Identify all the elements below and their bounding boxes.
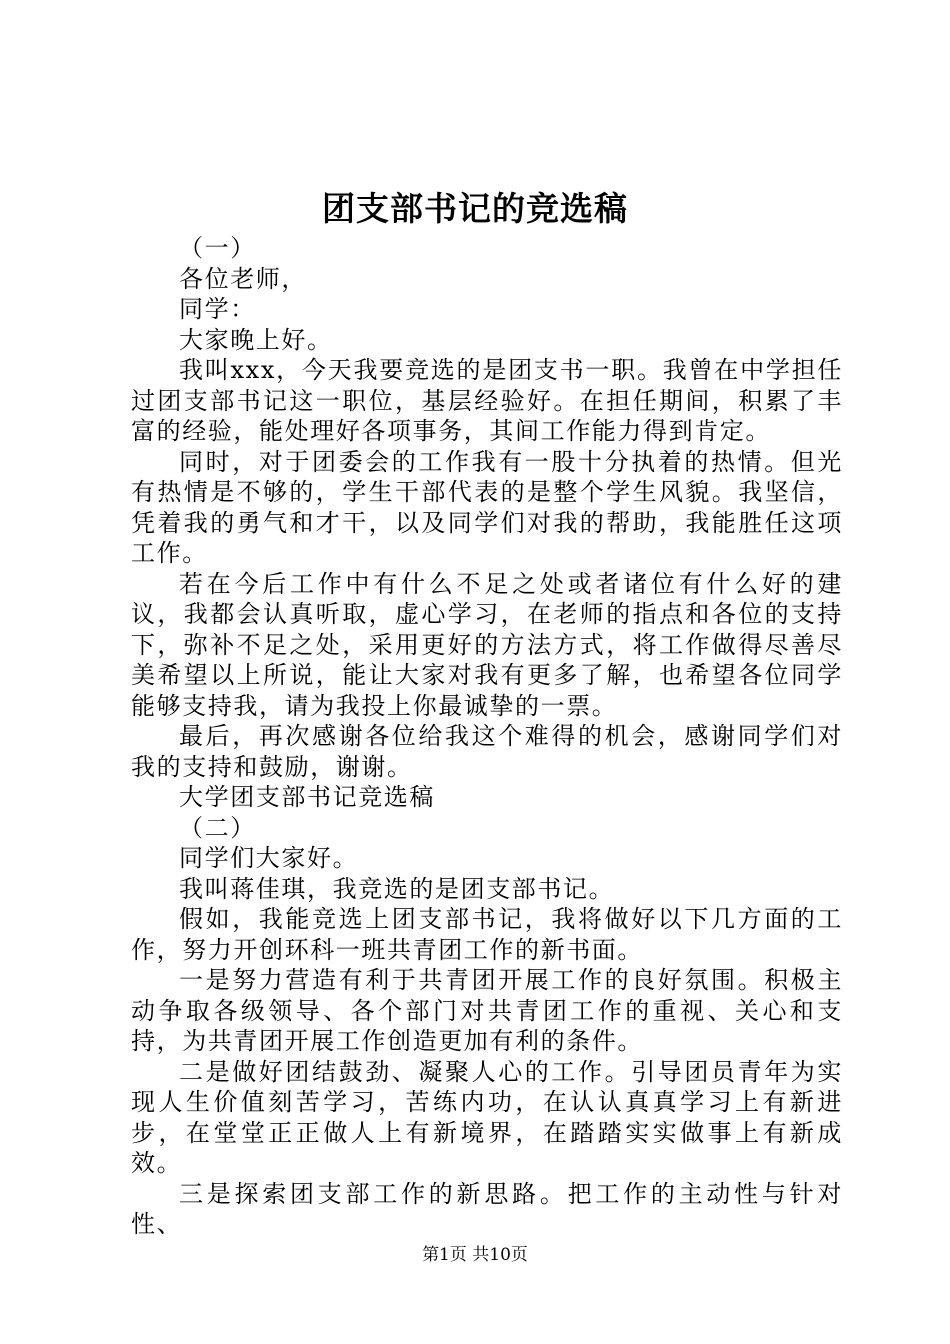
paragraph: 假如，我能竞选上团支部书记，我将做好以下几方面的工作，努力开创环科一班共青团工作的新书面。: [131, 905, 843, 964]
paragraph: 同学：: [179, 295, 256, 323]
document-body: [131, 233, 843, 1240]
paragraph: 若在今后工作中有什么不足之处或者诸位有什么好的建议，我都会认真听取，虚心学习，在老师的指点和各位的支持下，弥补不足之处，采用更好的方法方式，将工作做得尽善尽美希望以上所说，能让大家对我有更多了解，也希望各位同学能够支持我，请为我投上你最诚挚的一票。: [131, 569, 843, 720]
paragraph: 二是做好团结鼓劲、凝聚人心的工作。引导团员青年为实现人生价值刻苦学习，苦练内功，在认认真真学习上有新进步，在堂堂正正做人上有新境界，在踏踏实实做事上有新成效。: [131, 1057, 843, 1177]
page-number-footer: 第1页 共10页: [422, 1245, 528, 1265]
document-title: 团支部书记的竞选稿: [322, 189, 628, 228]
paragraph: 最后，再次感谢各位给我这个难得的机会，感谢同学们对我的支持和鼓励，谢谢。: [131, 722, 843, 781]
paragraph: 三是探索团支部工作的新思路。把工作的主动性与针对性、: [131, 1179, 843, 1238]
paragraph: （一）: [179, 234, 256, 262]
paragraph: 一是努力营造有利于共青团开展工作的良好氛围。积极主动争取各级领导、各个部门对共青团工作的重视、关心和支持，为共青团开展工作创造更加有利的条件。: [131, 966, 843, 1055]
paragraph: 各位老师，: [179, 264, 307, 293]
paragraph: 我叫xxx，今天我要竞选的是团支书一职。我曾在中学担任过团支部书记这一职位，基层经验好。在担任期间，积累了丰富的经验，能处理好各项事务，其间工作能力得到肯定。: [131, 356, 843, 445]
paragraph: 同学们大家好。: [179, 844, 359, 872]
paragraph: 同时，对于团委会的工作我有一股十分执着的热情。但光有热情是不够的，学生干部代表的是整个学生风貌。我坚信，凭着我的勇气和才干，以及同学们对我的帮助，我能胜任这项工作。: [131, 447, 843, 567]
paragraph: （二）: [179, 813, 256, 842]
paragraph: 我叫蒋佳琪，我竞选的是团支部书记。: [179, 874, 615, 903]
paragraph: 大家晚上好。: [179, 325, 333, 354]
paragraph: 大学团支部书记竞选稿: [179, 783, 435, 811]
